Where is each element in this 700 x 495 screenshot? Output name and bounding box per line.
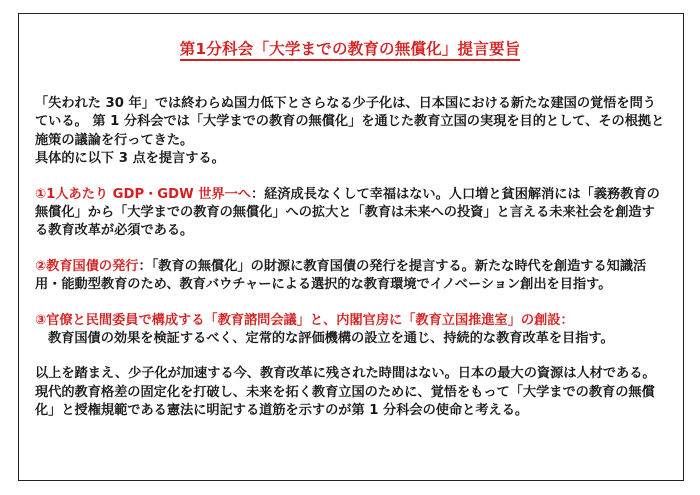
proposal-1 — [35, 186, 667, 241]
proposal-2-heading: ②教育国債の発行 — [35, 258, 139, 274]
proposal-3 — [35, 312, 667, 330]
title-text: 第1分科会「大学までの教育の無償化」提言要旨 — [180, 40, 521, 61]
proposal-1-body: ：経済成長なくして幸福はない。人口増と貧困解消には「義務教育の無償化」から「大学までの教育の無償化」への拡大と「教育は未来への投資」と言える未来社会を創造する教育改革が必須である。 — [35, 186, 660, 239]
proposal-2 — [35, 258, 667, 295]
proposal-1-heading: ①1人あたり GDP・GDW 世界一へ — [35, 186, 251, 202]
intro-note: 具体的に以下 3 点を提言する。 — [35, 151, 225, 167]
spacer — [35, 241, 667, 258]
conclusion-paragraph: 以上を踏まえ、少子化が加速する今、教育改革に残された時間はない。日本の最大の資源は人材である。現代的教育格差の固定化を打破し、未来を拓く教育立国のために、覚悟をもって「大学までの教育の無償化」と授権規範である憲法に明記する道筋を示すのが第 1 分科会の使命と考える。 — [35, 366, 656, 419]
spacer — [35, 169, 667, 186]
proposal-3-body: 教育国債の効果を検証するべく、定常的な評価機構の設立を通じ、持続的な教育改革を目指す。 — [48, 331, 614, 347]
spacer — [35, 295, 667, 312]
intro-paragraph: 「失われた 30 年」では終わらぬ国力低下とさらなる少子化は、日本国における新たな建国の覚悟を問うている。 第 1 分科会では「大学までの教育の無償化」を通じた教育立国の実現を目的として、その根拠と施策の議論を行ってきた。 — [35, 96, 665, 148]
document-title — [0, 37, 700, 59]
proposal-2-body: ：「教育の無償化」の財源に教育国債の発行を提言する。新たな時代を創造する知識活用・能動型教育のため、教育バウチャーによる選択的な教育環境でイノベーション創出を目指す。 — [35, 258, 647, 293]
document-body — [35, 95, 667, 421]
spacer — [35, 348, 667, 365]
proposal-3-heading: ③官僚と民間委員で構成する「教育諮問会議」と、内閣官房に「教育立国推進室」の創設： — [35, 312, 574, 328]
